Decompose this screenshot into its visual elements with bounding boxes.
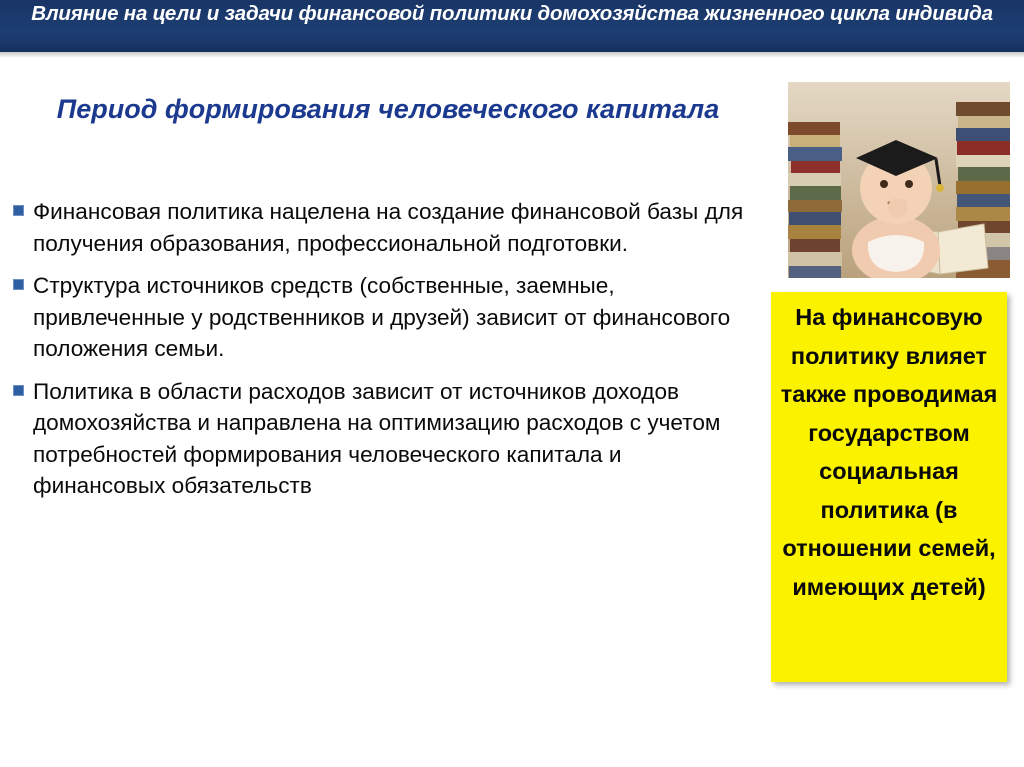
list-item [10, 270, 750, 365]
list-item [10, 196, 750, 259]
bullet-list [10, 196, 750, 513]
list-item-text: Политика в области расходов зависит от источников доходов домохозяйства и направлена на оптимизацию расходов с учетом потребностей формирования человеческого капитала и финансовых обязательств [33, 378, 721, 498]
header-title: Влияние на цели и задачи финансовой политики домохозяйства жизненного цикла индивида [31, 2, 993, 25]
square-bullet-icon [13, 385, 24, 396]
square-bullet-icon [13, 205, 24, 216]
page-title: Период формирования человеческого капитала [56, 94, 720, 124]
header-shadow-divider [0, 52, 1024, 58]
list-item [10, 376, 750, 502]
list-item-text: Финансовая политика нацелена на создание финансовой базы для получения образования, профессиональной подготовки. [33, 199, 744, 256]
photo-baby-graduate [788, 82, 1010, 278]
callout-text: На финансовую политику влияет также проводимая государством социальная политика (в отношении семей, имеющих детей) [780, 304, 998, 600]
photo-illustration [788, 82, 1010, 278]
list-item-text: Структура источников средств (собственные, заемные, привлеченные у родственников и друзей) зависит от финансового положения семьи. [33, 273, 731, 361]
square-bullet-icon [13, 279, 24, 290]
slide-header-band [0, 0, 1024, 52]
callout-box [771, 292, 1007, 682]
